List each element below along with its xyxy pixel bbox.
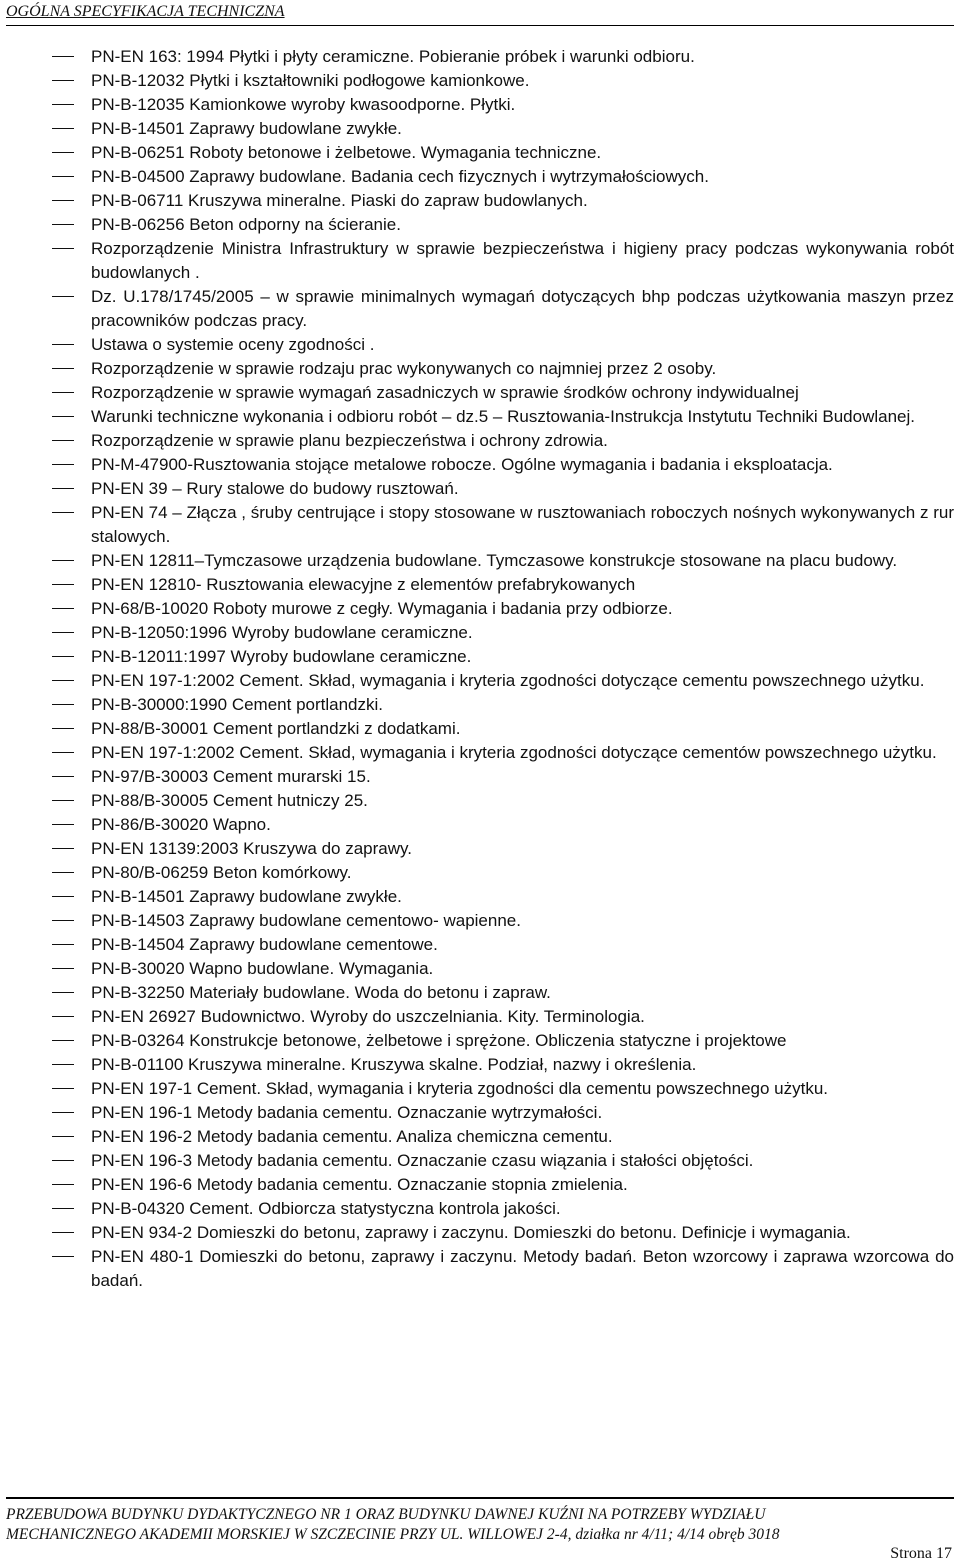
list-item: PN-88/B-30001 Cement portlandzki z dodatkami. (52, 717, 954, 741)
list-item: Rozporządzenie Ministra Infrastruktury w sprawie bezpieczeństwa i higieny pracy podczas wykonywania robót budowlanych . (52, 237, 954, 285)
list-item: PN-B-32250 Materiały budowlane. Woda do betonu i zapraw. (52, 981, 954, 1005)
list-item: PN-B-03264 Konstrukcje betonowe, żelbetowe i sprężone. Obliczenia statyczne i projektowe (52, 1029, 954, 1053)
list-item: PN-B-12032 Płytki i kształtowniki podłogowe kamionkowe. (52, 69, 954, 93)
list-item: PN-EN 934-2 Domieszki do betonu, zaprawy i zaczynu. Domieszki do betonu. Definicje i wymagania. (52, 1221, 954, 1245)
header-title: OGÓLNA SPECYFIKACJA TECHNICZNA (6, 3, 285, 20)
list-item: Warunki techniczne wykonania i odbioru robót – dz.5 – Rusztowania-Instrukcja Instytutu Techniki Budowlanej. (52, 405, 954, 429)
list-item: PN-EN 163: 1994 Płytki i płyty ceramiczne. Pobieranie próbek i warunki odbioru. (52, 45, 954, 69)
page-header (6, 3, 954, 26)
list-item: Dz. U.178/1745/2005 – w sprawie minimalnych wymagań dotyczących bhp podczas użytkowania maszyn przez pracowników podczas pracy. (52, 285, 954, 333)
list-item: PN-B-06711 Kruszywa mineralne. Piaski do zapraw budowlanych. (52, 189, 954, 213)
list-item: PN-EN 39 – Rury stalowe do budowy rusztowań. (52, 477, 954, 501)
list-item: PN-EN 197-1:2002 Cement. Skład, wymagania i kryteria zgodności dotyczące cementu powszechnego użytku. (52, 669, 954, 693)
standards-list (52, 45, 954, 1293)
list-item: Rozporządzenie w sprawie planu bezpieczeństwa i ochrony zdrowia. (52, 429, 954, 453)
list-item: PN-EN 26927 Budownictwo. Wyroby do uszczelniania. Kity. Terminologia. (52, 1005, 954, 1029)
list-item: PN-B-30000:1990 Cement portlandzki. (52, 693, 954, 717)
list-item: Ustawa o systemie oceny zgodności . (52, 333, 954, 357)
list-item: PN-B-30020 Wapno budowlane. Wymagania. (52, 957, 954, 981)
list-item: PN-EN 196-3 Metody badania cementu. Oznaczanie czasu wiązania i stałości objętości. (52, 1149, 954, 1173)
list-item: PN-EN 197-1:2002 Cement. Skład, wymagania i kryteria zgodności dotyczące cementów powszechnego użytku. (52, 741, 954, 765)
list-item: Rozporządzenie w sprawie wymagań zasadniczych w sprawie środków ochrony indywidualnej (52, 381, 954, 405)
list-item: PN-97/B-30003 Cement murarski 15. (52, 765, 954, 789)
list-item: PN-EN 12810- Rusztowania elewacyjne z elementów prefabrykowanych (52, 573, 954, 597)
list-item: PN-EN 196-1 Metody badania cementu. Oznaczanie wytrzymałości. (52, 1101, 954, 1125)
page-footer (6, 1497, 954, 1545)
list-item: PN-B-14501 Zaprawy budowlane zwykłe. (52, 885, 954, 909)
list-item: PN-88/B-30005 Cement hutniczy 25. (52, 789, 954, 813)
list-item: PN-B-12050:1996 Wyroby budowlane ceramiczne. (52, 621, 954, 645)
list-item: PN-B-06256 Beton odporny na ścieranie. (52, 213, 954, 237)
page-number: Strona 17 (890, 1545, 952, 1562)
list-item: PN-EN 480-1 Domieszki do betonu, zaprawy i zaczynu. Metody badań. Beton wzorcowy i zaprawa wzorcowa do badań. (52, 1245, 954, 1293)
list-item: PN-B-01100 Kruszywa mineralne. Kruszywa skalne. Podział, nazwy i określenia. (52, 1053, 954, 1077)
list-item: PN-B-12011:1997 Wyroby budowlane ceramiczne. (52, 645, 954, 669)
list-item: PN-B-12035 Kamionkowe wyroby kwasoodporne. Płytki. (52, 93, 954, 117)
list-item: PN-B-06251 Roboty betonowe i żelbetowe. Wymagania techniczne. (52, 141, 954, 165)
list-item: PN-EN 74 – Złącza , śruby centrujące i stopy stosowane w rusztowaniach roboczych nośnych wykonywanych z rur stalowych. (52, 501, 954, 549)
list-item: PN-EN 196-2 Metody badania cementu. Analiza chemiczna cementu. (52, 1125, 954, 1149)
list-item: PN-B-14503 Zaprawy budowlane cementowo- wapienne. (52, 909, 954, 933)
list-item: Rozporządzenie w sprawie rodzaju prac wykonywanych co najmniej przez 2 osoby. (52, 357, 954, 381)
list-item: PN-68/B-10020 Roboty murowe z cegły. Wymagania i badania przy odbiorze. (52, 597, 954, 621)
list-item: PN-B-14504 Zaprawy budowlane cementowe. (52, 933, 954, 957)
list-item: PN-EN 12811–Tymczasowe urządzenia budowlane. Tymczasowe konstrukcje stosowane na placu budowy. (52, 549, 954, 573)
list-item: PN-86/B-30020 Wapno. (52, 813, 954, 837)
list-item: PN-M-47900-Rusztowania stojące metalowe robocze. Ogólne wymagania i badania i eksploatacja. (52, 453, 954, 477)
list-item: PN-B-04320 Cement. Odbiorcza statystyczna kontrola jakości. (52, 1197, 954, 1221)
list-item: PN-EN 196-6 Metody badania cementu. Oznaczanie stopnia zmielenia. (52, 1173, 954, 1197)
list-item: PN-EN 197-1 Cement. Skład, wymagania i kryteria zgodności dla cementu powszechnego użytku. (52, 1077, 954, 1101)
list-item: PN-EN 13139:2003 Kruszywa do zaprawy. (52, 837, 954, 861)
list-item: PN-B-14501 Zaprawy budowlane zwykłe. (52, 117, 954, 141)
footer-project-line-1: PRZEBUDOWA BUDYNKU DYDAKTYCZNEGO NR 1 ORAZ BUDYNKU DAWNEJ KUŹNI NA POTRZEBY WYDZIAŁU (6, 1506, 766, 1523)
list-item: PN-B-04500 Zaprawy budowlane. Badania cech fizycznych i wytrzymałościowych. (52, 165, 954, 189)
footer-project-line-2: MECHANICZNEGO AKADEMII MORSKIEJ W SZCZECINIE PRZY UL. WILLOWEJ 2-4, działka nr 4/11; 4/14 obręb 3018 (6, 1526, 780, 1543)
list-item: PN-80/B-06259 Beton komórkowy. (52, 861, 954, 885)
